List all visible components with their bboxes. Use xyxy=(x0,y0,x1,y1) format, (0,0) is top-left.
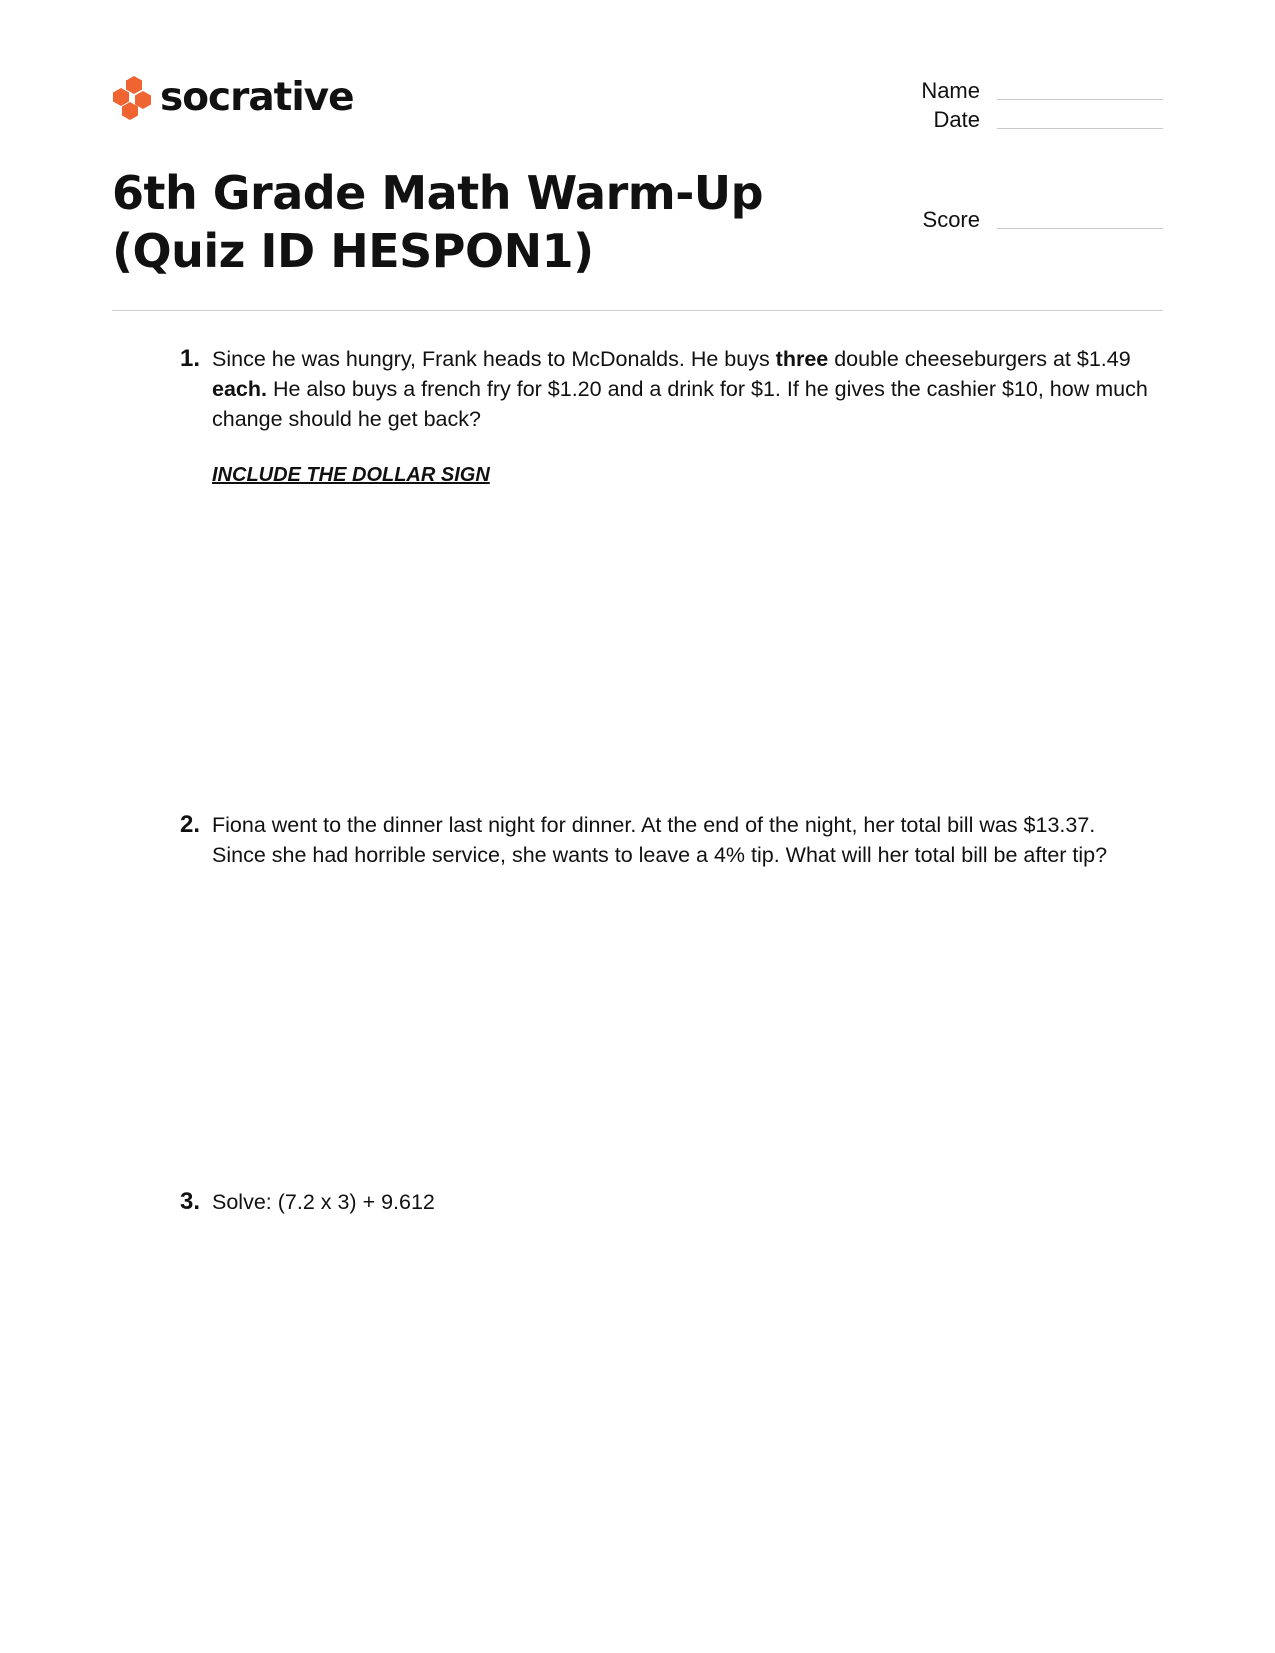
question-text-part: Since he was hungry, Frank heads to McDonalds. He buys xyxy=(212,347,776,371)
question-emphasis: three xyxy=(775,347,829,371)
question-number: 3. xyxy=(179,1188,200,1215)
name-label: Name xyxy=(921,78,980,103)
socrative-logo xyxy=(112,74,354,122)
score-label: Score xyxy=(922,207,980,232)
question-note: INCLUDE THE DOLLAR SIGN xyxy=(212,464,490,486)
question-emphasis: each. xyxy=(212,377,267,401)
name-field[interactable] xyxy=(997,99,1163,100)
socrative-hexagon-logo-icon xyxy=(112,74,152,122)
header-divider xyxy=(112,310,1163,311)
question-text: Fiona went to the dinner last night for dinner. At the end of the night, her total bill was $13.37. Since she had horrible service, she wants to leave a 4% tip. What will her total bill be after tip? xyxy=(212,813,1108,867)
date-label: Date xyxy=(933,107,980,132)
question-number: 1. xyxy=(179,345,200,372)
question-text xyxy=(212,344,1152,434)
score-field[interactable] xyxy=(997,228,1163,229)
brand-name: socrative xyxy=(160,75,354,120)
question-text-part: double cheeseburgers at $1.49 xyxy=(828,347,1131,371)
question-text: Solve: (7.2 x 3) + 9.612 xyxy=(212,1190,435,1214)
page-title: 6th Grade Math Warm-Up (Quiz ID HESPON1) xyxy=(112,166,764,278)
date-field[interactable] xyxy=(997,128,1163,129)
question-number: 2. xyxy=(179,811,200,838)
question-text-part: He also buys a french fry for $1.20 and a drink for $1. If he gives the cashier $10, how much change should he get back? xyxy=(212,377,1148,431)
